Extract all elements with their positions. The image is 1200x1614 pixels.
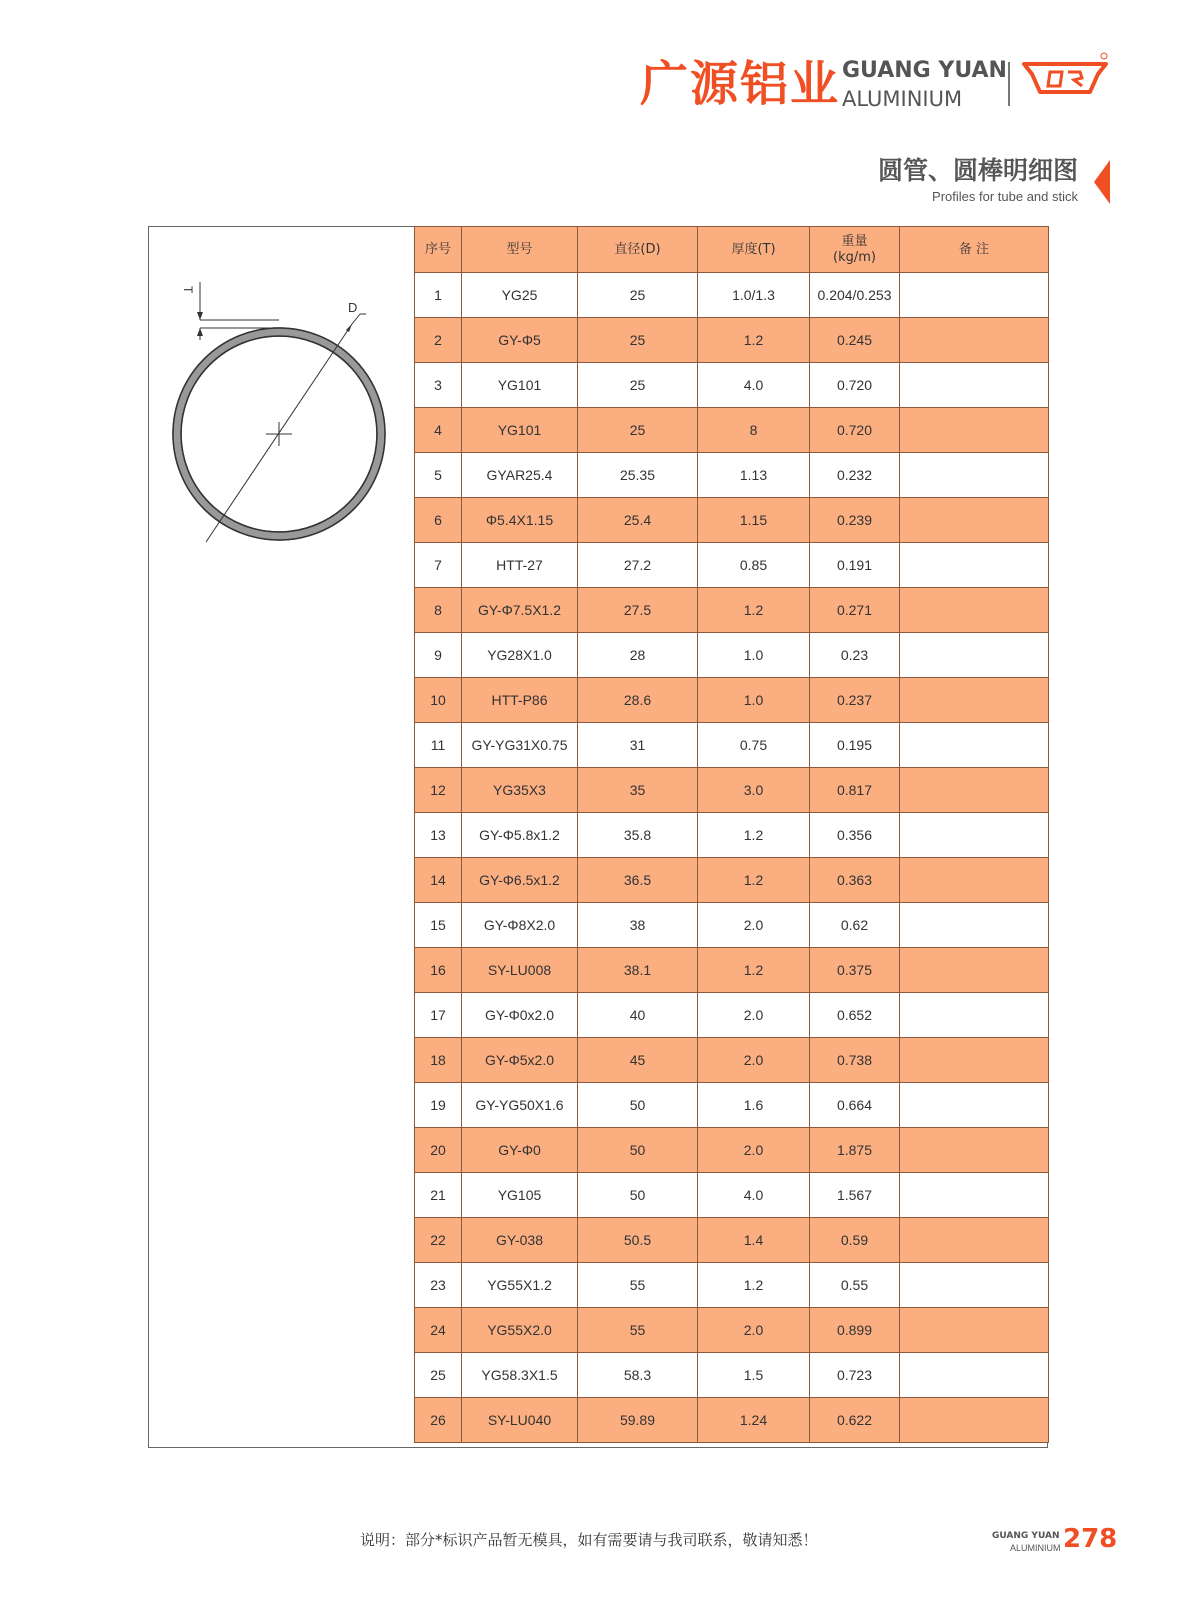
row-no-cell: 1 bbox=[415, 273, 462, 318]
footer-note: 说明：部分*标识产品暂无模具，如有需要请与我司联系，敬请知悉！ bbox=[360, 1531, 818, 1549]
row-diameter-cell: 25 bbox=[578, 363, 698, 408]
row-model-cell: GY-Φ0 bbox=[462, 1128, 578, 1173]
row-diameter-cell: 40 bbox=[578, 993, 698, 1038]
row-thickness-cell: 1.2 bbox=[698, 948, 810, 993]
row-model-cell: GY-Φ5x2.0 bbox=[462, 1038, 578, 1083]
table-row bbox=[415, 813, 1049, 858]
row-diameter-cell: 27.5 bbox=[578, 588, 698, 633]
row-weight-cell: 0.59 bbox=[810, 1218, 900, 1263]
brand-emblem-icon bbox=[1020, 52, 1110, 104]
table-row bbox=[415, 1353, 1049, 1398]
row-remark-cell bbox=[900, 588, 1049, 633]
row-no-cell: 4 bbox=[415, 408, 462, 453]
table-row bbox=[415, 543, 1049, 588]
row-diameter-cell: 25.4 bbox=[578, 498, 698, 543]
row-remark-cell bbox=[900, 408, 1049, 453]
row-model-cell: GY-Φ8X2.0 bbox=[462, 903, 578, 948]
row-remark-cell bbox=[900, 543, 1049, 588]
row-model-cell: GY-Φ0x2.0 bbox=[462, 993, 578, 1038]
row-thickness-cell: 1.4 bbox=[698, 1218, 810, 1263]
row-model-cell: GY-Φ6.5x1.2 bbox=[462, 858, 578, 903]
row-weight-cell: 0.622 bbox=[810, 1398, 900, 1443]
row-diameter-cell: 50 bbox=[578, 1128, 698, 1173]
logo-english-line1: GUANG YUAN bbox=[842, 58, 1007, 83]
row-thickness-cell: 0.85 bbox=[698, 543, 810, 588]
row-model-cell: GY-Φ5 bbox=[462, 318, 578, 363]
row-weight-cell: 0.738 bbox=[810, 1038, 900, 1083]
row-weight-cell: 0.23 bbox=[810, 633, 900, 678]
row-thickness-cell: 8 bbox=[698, 408, 810, 453]
row-weight-cell: 0.245 bbox=[810, 318, 900, 363]
row-model-cell: HTT-27 bbox=[462, 543, 578, 588]
row-thickness-cell: 2.0 bbox=[698, 1128, 810, 1173]
row-diameter-cell: 50.5 bbox=[578, 1218, 698, 1263]
row-thickness-cell: 1.24 bbox=[698, 1398, 810, 1443]
thickness-label: T bbox=[181, 286, 195, 294]
row-weight-cell: 0.237 bbox=[810, 678, 900, 723]
row-remark-cell bbox=[900, 318, 1049, 363]
table-row bbox=[415, 903, 1049, 948]
row-thickness-cell: 2.0 bbox=[698, 903, 810, 948]
row-diameter-cell: 50 bbox=[578, 1173, 698, 1218]
table-row bbox=[415, 1083, 1049, 1128]
row-weight-cell: 1.567 bbox=[810, 1173, 900, 1218]
row-no-cell: 7 bbox=[415, 543, 462, 588]
table-row bbox=[415, 453, 1049, 498]
table-header-row bbox=[415, 227, 1049, 273]
row-thickness-cell: 4.0 bbox=[698, 1173, 810, 1218]
header-model: 型号 bbox=[462, 227, 578, 273]
table-row bbox=[415, 678, 1049, 723]
row-model-cell: GY-Φ5.8x1.2 bbox=[462, 813, 578, 858]
row-diameter-cell: 35.8 bbox=[578, 813, 698, 858]
row-no-cell: 5 bbox=[415, 453, 462, 498]
row-no-cell: 18 bbox=[415, 1038, 462, 1083]
row-remark-cell bbox=[900, 1083, 1049, 1128]
row-weight-cell: 0.899 bbox=[810, 1308, 900, 1353]
row-weight-cell: 0.720 bbox=[810, 363, 900, 408]
row-diameter-cell: 59.89 bbox=[578, 1398, 698, 1443]
spec-table bbox=[414, 226, 1049, 1443]
tube-cross-section-drawing bbox=[148, 226, 414, 586]
row-thickness-cell: 3.0 bbox=[698, 768, 810, 813]
row-remark-cell bbox=[900, 813, 1049, 858]
row-remark-cell bbox=[900, 633, 1049, 678]
row-remark-cell bbox=[900, 678, 1049, 723]
row-weight-cell: 0.356 bbox=[810, 813, 900, 858]
row-remark-cell bbox=[900, 1308, 1049, 1353]
row-model-cell: YG101 bbox=[462, 363, 578, 408]
row-diameter-cell: 28 bbox=[578, 633, 698, 678]
row-thickness-cell: 1.2 bbox=[698, 1263, 810, 1308]
row-model-cell: SY-LU040 bbox=[462, 1398, 578, 1443]
row-diameter-cell: 55 bbox=[578, 1263, 698, 1308]
row-weight-cell: 0.720 bbox=[810, 408, 900, 453]
section-marker-icon bbox=[1094, 160, 1110, 204]
table-row bbox=[415, 768, 1049, 813]
row-remark-cell bbox=[900, 948, 1049, 993]
footer-brand-line2: ALUMINIUM bbox=[1010, 1543, 1061, 1553]
row-diameter-cell: 38.1 bbox=[578, 948, 698, 993]
row-weight-cell: 0.191 bbox=[810, 543, 900, 588]
row-no-cell: 17 bbox=[415, 993, 462, 1038]
row-no-cell: 16 bbox=[415, 948, 462, 993]
row-thickness-cell: 1.5 bbox=[698, 1353, 810, 1398]
row-diameter-cell: 25.35 bbox=[578, 453, 698, 498]
row-model-cell: GYAR25.4 bbox=[462, 453, 578, 498]
row-no-cell: 14 bbox=[415, 858, 462, 903]
row-model-cell: YG25 bbox=[462, 273, 578, 318]
row-remark-cell bbox=[900, 1398, 1049, 1443]
row-diameter-cell: 50 bbox=[578, 1083, 698, 1128]
row-remark-cell bbox=[900, 768, 1049, 813]
row-remark-cell bbox=[900, 723, 1049, 768]
row-no-cell: 6 bbox=[415, 498, 462, 543]
row-remark-cell bbox=[900, 1173, 1049, 1218]
row-no-cell: 10 bbox=[415, 678, 462, 723]
row-remark-cell bbox=[900, 1218, 1049, 1263]
row-thickness-cell: 1.0 bbox=[698, 678, 810, 723]
row-weight-cell: 0.271 bbox=[810, 588, 900, 633]
section-title: 圆管、圆棒明细图 bbox=[877, 156, 1078, 185]
row-model-cell: HTT-P86 bbox=[462, 678, 578, 723]
row-no-cell: 2 bbox=[415, 318, 462, 363]
row-no-cell: 26 bbox=[415, 1398, 462, 1443]
row-no-cell: 20 bbox=[415, 1128, 462, 1173]
row-remark-cell bbox=[900, 498, 1049, 543]
row-thickness-cell: 1.2 bbox=[698, 318, 810, 363]
header-weight-line1: 重量 bbox=[841, 233, 868, 249]
table-row bbox=[415, 723, 1049, 768]
row-model-cell: YG55X1.2 bbox=[462, 1263, 578, 1308]
row-weight-cell: 0.664 bbox=[810, 1083, 900, 1128]
row-remark-cell bbox=[900, 993, 1049, 1038]
table-row bbox=[415, 363, 1049, 408]
row-weight-cell: 0.817 bbox=[810, 768, 900, 813]
row-thickness-cell: 0.75 bbox=[698, 723, 810, 768]
header-remark: 备 注 bbox=[900, 227, 1049, 273]
row-thickness-cell: 1.6 bbox=[698, 1083, 810, 1128]
row-model-cell: YG55X2.0 bbox=[462, 1308, 578, 1353]
row-diameter-cell: 38 bbox=[578, 903, 698, 948]
row-thickness-cell: 1.15 bbox=[698, 498, 810, 543]
row-diameter-cell: 31 bbox=[578, 723, 698, 768]
logo-english-line2: ALUMINIUM bbox=[842, 87, 963, 111]
row-weight-cell: 0.239 bbox=[810, 498, 900, 543]
row-weight-cell: 0.204/0.253 bbox=[810, 273, 900, 318]
table-row bbox=[415, 633, 1049, 678]
row-thickness-cell: 2.0 bbox=[698, 1308, 810, 1353]
row-model-cell: GY-YG31X0.75 bbox=[462, 723, 578, 768]
table-row bbox=[415, 1398, 1049, 1443]
table-row bbox=[415, 273, 1049, 318]
footer-brand-line1: GUANG YUAN bbox=[992, 1531, 1060, 1541]
table-row bbox=[415, 408, 1049, 453]
header-weight-line2: (kg/m) bbox=[833, 249, 876, 265]
row-thickness-cell: 2.0 bbox=[698, 1038, 810, 1083]
row-no-cell: 15 bbox=[415, 903, 462, 948]
row-model-cell: GY-Φ7.5X1.2 bbox=[462, 588, 578, 633]
row-no-cell: 25 bbox=[415, 1353, 462, 1398]
row-diameter-cell: 58.3 bbox=[578, 1353, 698, 1398]
row-model-cell: GY-038 bbox=[462, 1218, 578, 1263]
row-no-cell: 12 bbox=[415, 768, 462, 813]
row-weight-cell: 1.875 bbox=[810, 1128, 900, 1173]
table-row bbox=[415, 1128, 1049, 1173]
row-weight-cell: 0.652 bbox=[810, 993, 900, 1038]
diameter-label: D bbox=[348, 300, 358, 315]
section-subtitle: Profiles for tube and stick bbox=[932, 189, 1078, 204]
row-diameter-cell: 55 bbox=[578, 1308, 698, 1353]
header-no: 序号 bbox=[415, 227, 462, 273]
page-number: 278 bbox=[1063, 1524, 1118, 1554]
row-thickness-cell: 4.0 bbox=[698, 363, 810, 408]
row-diameter-cell: 25 bbox=[578, 273, 698, 318]
row-weight-cell: 0.55 bbox=[810, 1263, 900, 1308]
row-model-cell: YG101 bbox=[462, 408, 578, 453]
table-row bbox=[415, 993, 1049, 1038]
table-row bbox=[415, 1218, 1049, 1263]
row-model-cell: Φ5.4X1.15 bbox=[462, 498, 578, 543]
row-model-cell: YG105 bbox=[462, 1173, 578, 1218]
row-thickness-cell: 1.0 bbox=[698, 633, 810, 678]
logo-divider bbox=[1008, 62, 1010, 106]
table-row bbox=[415, 1263, 1049, 1308]
row-no-cell: 21 bbox=[415, 1173, 462, 1218]
header-thickness: 厚度(T) bbox=[698, 227, 810, 273]
row-diameter-cell: 25 bbox=[578, 408, 698, 453]
row-remark-cell bbox=[900, 1038, 1049, 1083]
row-thickness-cell: 1.2 bbox=[698, 858, 810, 903]
row-no-cell: 24 bbox=[415, 1308, 462, 1353]
row-no-cell: 22 bbox=[415, 1218, 462, 1263]
row-remark-cell bbox=[900, 363, 1049, 408]
row-no-cell: 23 bbox=[415, 1263, 462, 1308]
table-row bbox=[415, 588, 1049, 633]
row-thickness-cell: 1.13 bbox=[698, 453, 810, 498]
table-row bbox=[415, 858, 1049, 903]
row-no-cell: 19 bbox=[415, 1083, 462, 1128]
row-no-cell: 8 bbox=[415, 588, 462, 633]
row-remark-cell bbox=[900, 1128, 1049, 1173]
header-diameter: 直径(D) bbox=[578, 227, 698, 273]
row-weight-cell: 0.232 bbox=[810, 453, 900, 498]
row-thickness-cell: 1.2 bbox=[698, 588, 810, 633]
row-thickness-cell: 1.2 bbox=[698, 813, 810, 858]
row-remark-cell bbox=[900, 1353, 1049, 1398]
row-diameter-cell: 27.2 bbox=[578, 543, 698, 588]
row-remark-cell bbox=[900, 273, 1049, 318]
row-diameter-cell: 35 bbox=[578, 768, 698, 813]
table-row bbox=[415, 1308, 1049, 1353]
row-remark-cell bbox=[900, 1263, 1049, 1308]
row-remark-cell bbox=[900, 858, 1049, 903]
row-remark-cell bbox=[900, 453, 1049, 498]
row-weight-cell: 0.363 bbox=[810, 858, 900, 903]
row-no-cell: 11 bbox=[415, 723, 462, 768]
row-model-cell: SY-LU008 bbox=[462, 948, 578, 993]
row-no-cell: 3 bbox=[415, 363, 462, 408]
row-no-cell: 9 bbox=[415, 633, 462, 678]
row-model-cell: GY-YG50X1.6 bbox=[462, 1083, 578, 1128]
row-remark-cell bbox=[900, 903, 1049, 948]
row-thickness-cell: 2.0 bbox=[698, 993, 810, 1038]
row-weight-cell: 0.375 bbox=[810, 948, 900, 993]
table-row bbox=[415, 1173, 1049, 1218]
row-weight-cell: 0.723 bbox=[810, 1353, 900, 1398]
table-row bbox=[415, 498, 1049, 543]
row-model-cell: YG28X1.0 bbox=[462, 633, 578, 678]
row-diameter-cell: 36.5 bbox=[578, 858, 698, 903]
header-weight bbox=[810, 227, 900, 273]
row-weight-cell: 0.195 bbox=[810, 723, 900, 768]
row-model-cell: YG58.3X1.5 bbox=[462, 1353, 578, 1398]
row-weight-cell: 0.62 bbox=[810, 903, 900, 948]
row-diameter-cell: 25 bbox=[578, 318, 698, 363]
row-thickness-cell: 1.0/1.3 bbox=[698, 273, 810, 318]
logo-chinese-text: 广源铝业 bbox=[640, 56, 841, 112]
row-no-cell: 13 bbox=[415, 813, 462, 858]
row-model-cell: YG35X3 bbox=[462, 768, 578, 813]
table-row bbox=[415, 318, 1049, 363]
table-row bbox=[415, 1038, 1049, 1083]
table-row bbox=[415, 948, 1049, 993]
row-diameter-cell: 28.6 bbox=[578, 678, 698, 723]
row-diameter-cell: 45 bbox=[578, 1038, 698, 1083]
